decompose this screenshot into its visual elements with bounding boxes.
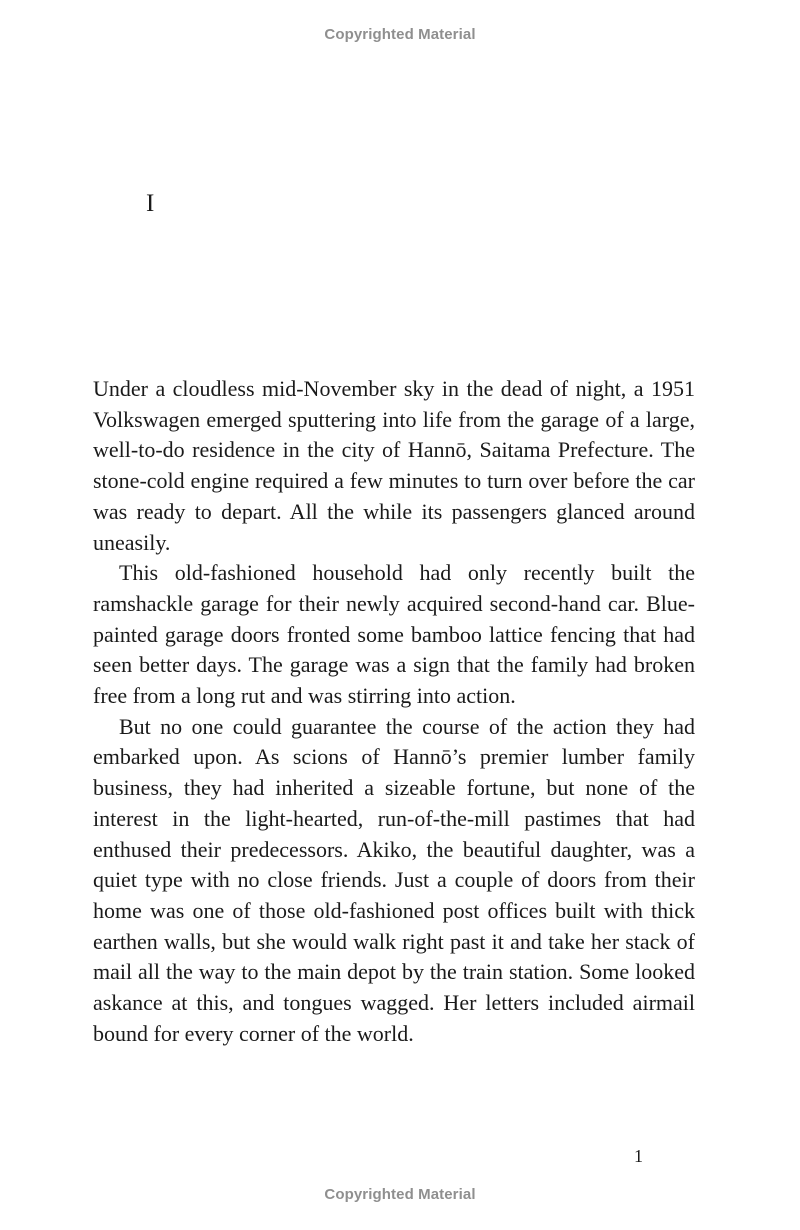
paragraph-2: This old-fashioned household had only recently built the ramshackle garage for their newly acquired second-hand car. Blue-painted garage doors fronted some bamboo lattice fencing that had seen better days. The garage was a sign that the family had broken free from a long rut and was stirring into action. <box>93 560 695 709</box>
chapter-body <box>93 374 695 1049</box>
watermark-bottom: Copyrighted Material <box>324 1186 476 1203</box>
page-number: 1 <box>634 1146 643 1166</box>
paragraph-1: Under a cloudless mid-November sky in the dead of night, a 1951 Volkswagen emerged sputtering into life from the garage of a large, well-to-do residence in the city of Hannō, Saitama Prefecture. The stone-cold engine required a few minutes to turn over before the car was ready to depart. All the while its passengers glanced around uneasily. <box>93 376 695 555</box>
paragraph-3: But no one could guarantee the course of the action they had embarked upon. As scions of Hannō’s premier lumber family business, they had inherited a sizeable fortune, but none of the interest in the light-hearted, run-of-the-mill pastimes that had enthused their predecessors. Akiko, the beautiful daughter, was a quiet type with no close friends. Just a couple of doors from their home was one of those old-fashioned post offices built with thick earthen walls, but she would walk right past it and take her stack of mail all the way to the main depot by the train station. Some looked askance at this, and tongues wagged. Her letters included airmail bound for every corner of the world. <box>93 713 695 1046</box>
chapter-number: I <box>146 190 155 217</box>
watermark-top: Copyrighted Material <box>324 26 476 43</box>
